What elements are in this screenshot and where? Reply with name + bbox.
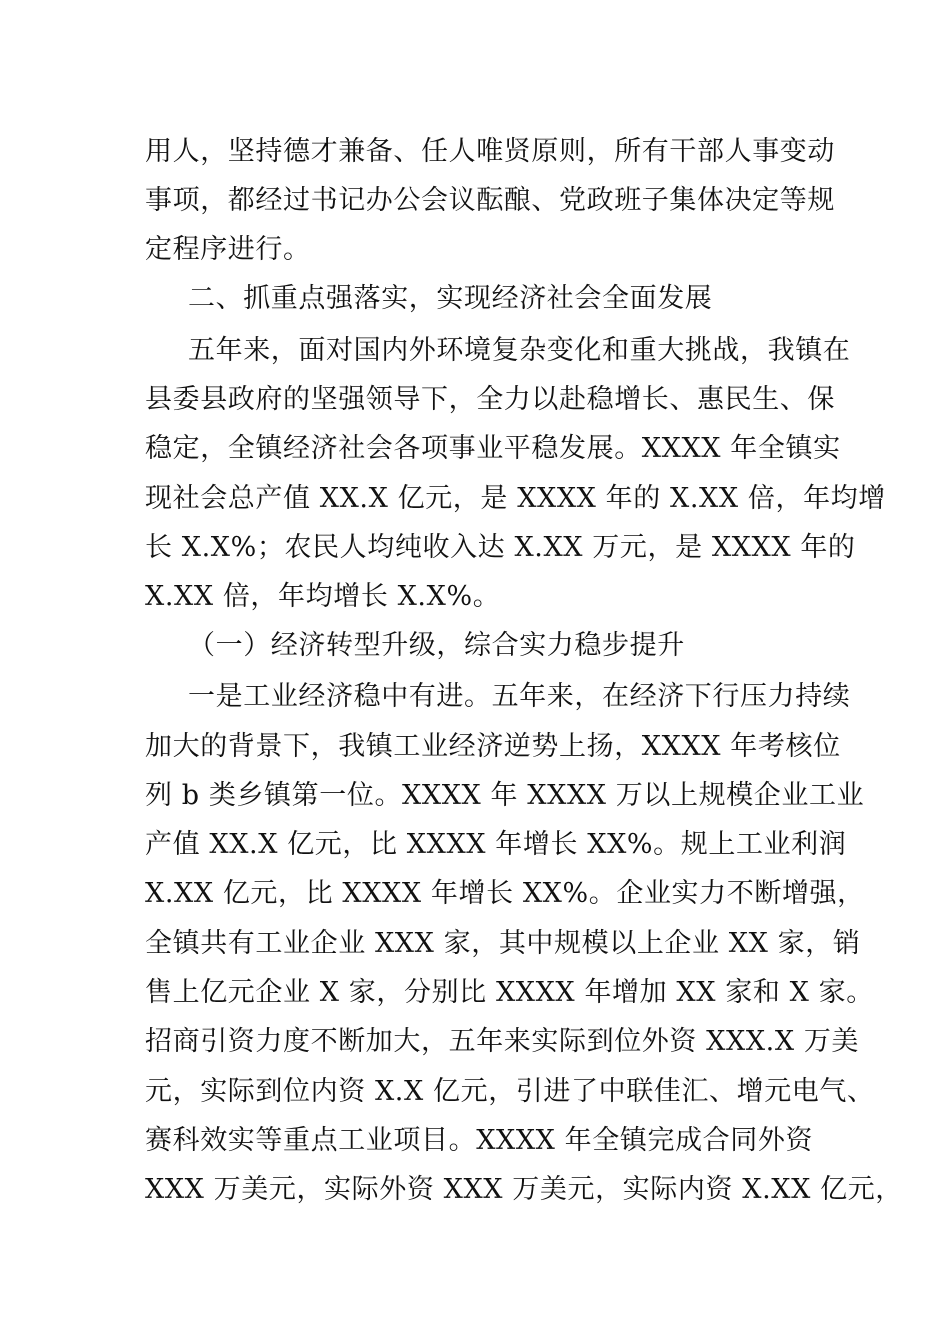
text-line: XXX 万美元，实际外资 XXX 万美元，实际内资 X.XX 亿元， [145, 1174, 903, 1205]
text-line: 列 b 类乡镇第一位。XXXX 年 XXXX 万以上规模企业工业 [145, 780, 865, 811]
text-line: 长 X.X%；农民人均纯收入达 X.XX 万元，是 XXXX 年的 [145, 532, 856, 563]
text-line: 用人，坚持德才兼备、任人唯贤原则，所有干部人事变动 [145, 136, 835, 167]
text-line: 招商引资力度不断加大，五年来实际到位外资 XXX.X 万美 [145, 1026, 860, 1057]
text-line: X.XX 倍，年均增长 X.X%。 [145, 581, 501, 612]
text-line: 稳定，全镇经济社会各项事业平稳发展。XXXX 年全镇实 [145, 433, 841, 464]
subsection-heading: （一）经济转型升级，综合实力稳步提升 [188, 630, 685, 661]
text-line: 现社会总产值 XX.X 亿元，是 XXXX 年的 X.XX 倍，年均增 [145, 483, 886, 514]
text-line: 产值 XX.X 亿元，比 XXXX 年增长 XX%。规上工业利润 [145, 829, 847, 860]
text-line: 一是工业经济稳中有进。五年来，在经济下行压力持续 [188, 681, 851, 712]
text-line: 元，实际到位内资 X.X 亿元，引进了中联佳汇、增元电气、 [145, 1076, 875, 1107]
text-line: X.XX 亿元，比 XXXX 年增长 XX%。企业实力不断增强， [145, 878, 865, 909]
text-line: 售上亿元企业 X 家，分别比 XXXX 年增加 XX 家和 X 家。 [145, 977, 874, 1008]
text-line: 加大的背景下，我镇工业经济逆势上扬，XXXX 年考核位 [145, 731, 841, 762]
text-line: 定程序进行。 [145, 234, 311, 265]
section-heading: 二、抓重点强落实，实现经济社会全面发展 [188, 283, 713, 314]
text-line: 赛科效实等重点工业项目。XXXX 年全镇完成合同外资 [145, 1125, 814, 1156]
text-line: 全镇共有工业企业 XXX 家，其中规模以上企业 XX 家，销 [145, 928, 861, 959]
text-line: 事项，都经过书记办公会议酝酿、党政班子集体决定等规 [145, 185, 835, 216]
text-line: 县委县政府的坚强领导下，全力以赴稳增长、惠民生、保 [145, 384, 835, 415]
text-line: 五年来，面对国内外环境复杂变化和重大挑战，我镇在 [188, 335, 851, 366]
